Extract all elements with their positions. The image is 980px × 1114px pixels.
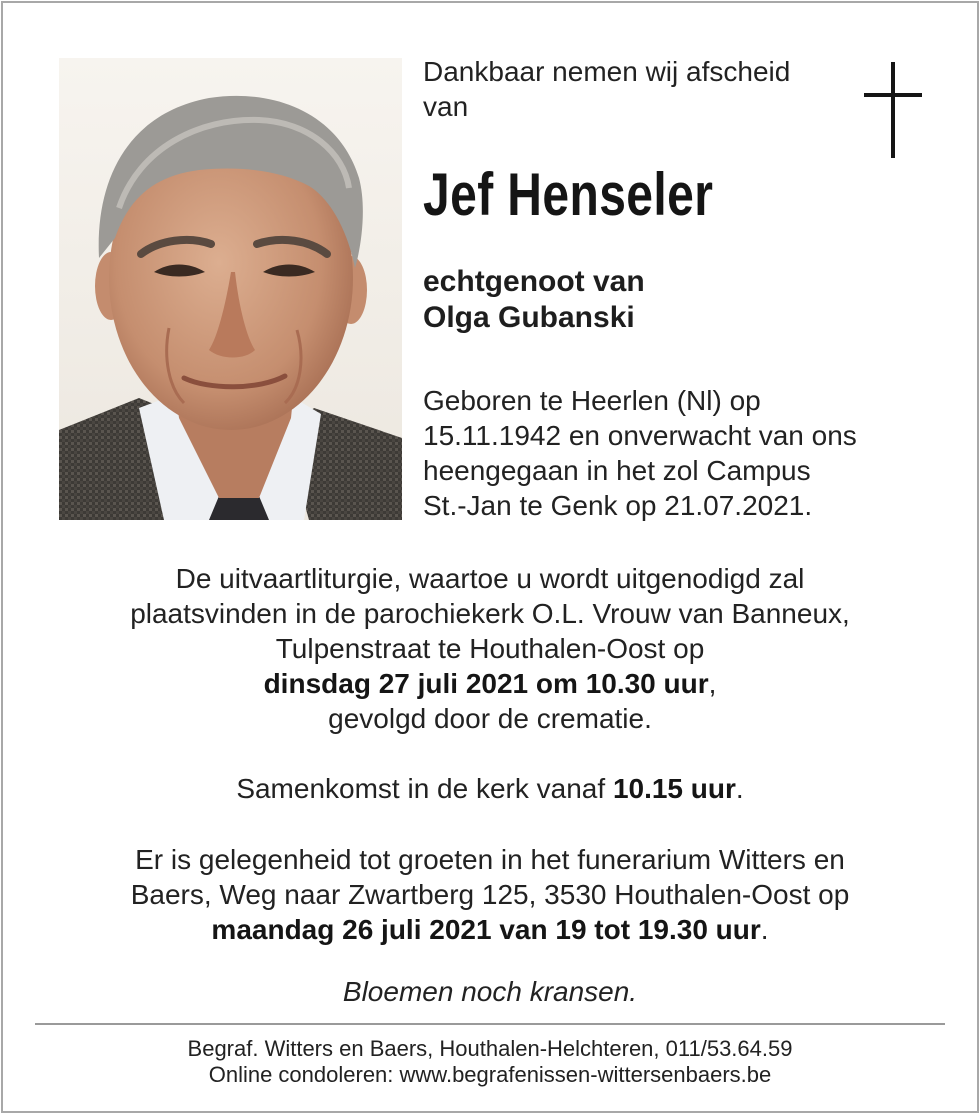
- visit-suffix: .: [760, 914, 769, 945]
- meeting-details: [20, 771, 960, 806]
- birth-details: [423, 383, 943, 523]
- meeting-time: 10.15 uur: [612, 773, 736, 804]
- funeral-details: [20, 561, 960, 736]
- meeting-line: [20, 771, 960, 806]
- visit-datetime: maandag 26 juli 2021 van 19 tot 19.30 uur: [211, 914, 761, 945]
- funeral-line-5: gevolgd door de crematie.: [328, 703, 652, 734]
- visitation-details: [20, 842, 960, 947]
- spouse-name: Olga Gubanski: [423, 301, 635, 334]
- visit-line-1: Er is gelegenheid tot groeten in het funerarium Witters en: [135, 844, 845, 875]
- footer: [20, 1036, 960, 1088]
- intro-text: [423, 54, 843, 124]
- funeral-line-1: De uitvaartliturgie, waartoe u wordt uitgenodigd zal: [175, 563, 805, 594]
- spouse-relation: echtgenoot van: [423, 265, 645, 298]
- flowers-note: Bloemen noch kransen.: [342, 976, 638, 1007]
- funeral-line-2: plaatsvinden in de parochiekerk O.L. Vrouw van Banneux,: [130, 598, 850, 629]
- deceased-name: Jef Henseler: [423, 161, 714, 228]
- footer-condolence-link[interactable]: Online condoleren: www.begrafenissen-wittersenbaers.be: [208, 1062, 772, 1087]
- cross-icon: [864, 62, 922, 158]
- footer-divider: [35, 1023, 945, 1025]
- intro-line-1: Dankbaar nemen wij afscheid: [423, 56, 791, 87]
- meeting-suffix: .: [735, 773, 744, 804]
- meeting-prefix: Samenkomst in de kerk vanaf: [236, 773, 613, 804]
- portrait-photo: [59, 58, 402, 520]
- birth-line-2: 15.11.1942 en onverwacht van ons: [423, 420, 857, 451]
- spouse-block: [423, 264, 843, 336]
- footer-contact: Begraf. Witters en Baers, Houthalen-Helchteren, 011/53.64.59: [187, 1036, 793, 1061]
- birth-line-1: Geboren te Heerlen (Nl) op: [423, 385, 761, 416]
- visit-line-2: Baers, Weg naar Zwartberg 125, 3530 Houthalen-Oost op: [130, 879, 850, 910]
- visit-datetime-line: [20, 912, 960, 947]
- funeral-datetime: dinsdag 27 juli 2021 om 10.30 uur: [263, 668, 709, 699]
- funeral-datetime-line: [20, 666, 960, 701]
- funeral-datetime-suffix: ,: [708, 668, 717, 699]
- birth-line-3: heengegaan in het zol Campus: [423, 455, 811, 486]
- birth-line-4: St.-Jan te Genk op 21.07.2021.: [423, 490, 813, 521]
- intro-line-2: van: [423, 91, 469, 122]
- funeral-line-3: Tulpenstraat te Houthalen-Oost op: [275, 633, 705, 664]
